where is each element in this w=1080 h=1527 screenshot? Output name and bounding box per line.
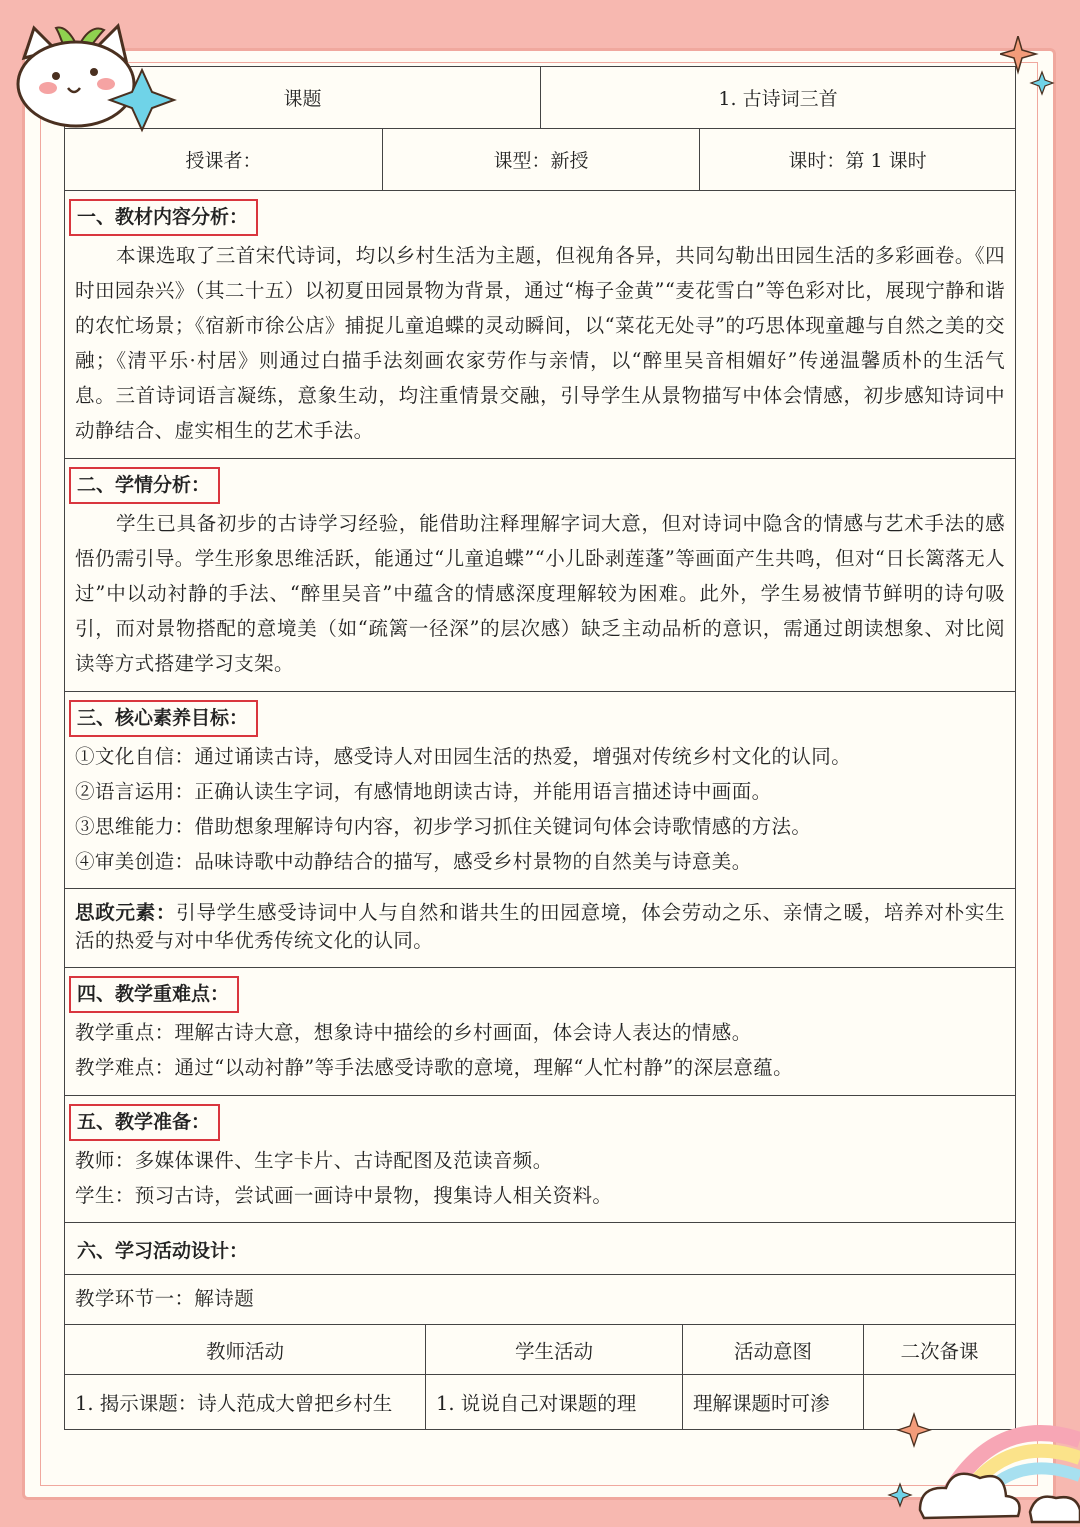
goal-item: ②语言运用：正确认读生字词，有感情地朗读古诗，并能用语言描述诗中画面。 <box>75 780 772 803</box>
topic-value: 1. 古诗词三首 <box>540 67 1015 128</box>
section-core-goals <box>65 692 1015 889</box>
section-text: 本课选取了三首宋代诗词，均以乡村生活为主题，但视角各异，共同勾勒出田园生活的多彩画卷。《四时田园杂兴》（其二十五）以初夏田园景物为背景，通过“梅子金黄”“麦花雪白”等色彩对比，展现宁静和谐的农忙场景；《宿新市徐公店》捕捉儿童追蝶的灵动瞬间，以“菜花无处寻”的巧思体现童趣与自然之美的交融；《清平乐·村居》则通过白描手法刻画农家劳作与亲情，以“醉里吴音相媚好”传递温馨质朴的生活气息。三首诗词语言凝练，意象生动，均注重情景交融，引导学生从景物描写中体会情感，初步感知诗词中动静结合、虚实相生的艺术手法。 <box>75 244 1005 442</box>
activity-table-row <box>65 1375 1015 1430</box>
section-title: 五、教学准备： <box>69 1104 220 1141</box>
teaching-step-row <box>65 1275 1015 1325</box>
goal-item: ④审美创造：品味诗歌中动静结合的描写，感受乡村景物的自然美与诗意美。 <box>75 850 752 873</box>
goal-item: ③思维能力：借助想象理解诗句内容，初步学习抓住关键词句体会诗歌情感的方法。 <box>75 815 812 838</box>
goal-item: ①文化自信：通过诵读古诗，感受诗人对田园生活的热爱，增强对传统乡村文化的认同。 <box>75 745 852 768</box>
header-teacher-activity: 教师活动 <box>205 1339 284 1363</box>
section-text: 学生已具备初步的古诗学习经验，能借助注释理解字词大意，但对诗词中隐含的情感与艺术手法的感悟仍需引导。学生形象思维活跃，能通过“儿童追蝶”“小儿卧剥莲蓬”等画面产生共鸣，但对“日长篱落无人过”中以动衬静的手法、“醉里吴音”中蕴含的情感深度理解较为困难。此外，学生易被情节鲜明的诗句吸引，而对景物搭配的意境美（如“疏篱一径深”的层次感）缺乏主动品析的意识，需通过朗读想象、对比阅读等方式搭建学习支架。 <box>75 512 1005 675</box>
header-second-prep: 二次备课 <box>863 1325 1015 1374</box>
lesson-type-cell: 课型：新授 <box>382 129 699 190</box>
topic-row <box>65 67 1015 129</box>
cat-sticker-icon <box>10 8 190 136</box>
teacher-cell: 授课者： <box>185 150 262 172</box>
section-student-analysis <box>65 459 1015 692</box>
cell-teacher-activity: 1. 揭示课题：诗人范成大曾把乡村生 <box>75 1392 393 1415</box>
section-preparation <box>65 1096 1015 1223</box>
section-title: 一、教材内容分析： <box>69 199 258 236</box>
teacher-prep: 教师：多媒体课件、生字卡片、古诗配图及范读音频。 <box>75 1149 553 1172</box>
cell-student-activity: 1. 说说自己对课题的理 <box>425 1375 682 1429</box>
ideology-text <box>75 899 1005 955</box>
section-title: 四、教学重难点： <box>69 976 239 1013</box>
difficult-point: 教学难点：通过“以动衬静”等手法感受诗歌的意境，理解“人忙村静”的深层意蕴。 <box>75 1056 794 1079</box>
key-point: 教学重点：理解古诗大意，想象诗中描绘的乡村画面，体会诗人表达的情感。 <box>75 1021 752 1044</box>
teaching-step-title: 教学环节一：解诗题 <box>75 1287 255 1310</box>
ideology-label: 思政元素： <box>75 901 177 924</box>
section-activity-design <box>65 1223 1015 1275</box>
activity-table-header <box>65 1325 1015 1375</box>
cell-activity-intent: 理解课题时可渗 <box>682 1375 863 1429</box>
period-cell: 课时：第 1 课时 <box>699 129 1015 190</box>
header-activity-intent: 活动意图 <box>682 1325 863 1374</box>
info-row <box>65 129 1015 191</box>
ideology-body: 引导学生感受诗词中人与自然和谐共生的田园意境，体会劳动之乐、亲情之暖，培养对朴实生活的热爱与对中华优秀传统文化的认同。 <box>75 901 1005 952</box>
header-student-activity: 学生活动 <box>425 1325 682 1374</box>
lesson-plan-table <box>64 66 1016 1430</box>
section-ideology <box>65 889 1015 968</box>
section-material-analysis <box>65 191 1015 459</box>
sparkle-star-icon <box>1000 36 1060 96</box>
section-title: 六、学习活动设计： <box>77 1240 249 1262</box>
section-title: 二、学情分析： <box>69 467 220 504</box>
rainbow-cloud-icon <box>880 1400 1080 1527</box>
student-prep: 学生：预习古诗，尝试画一画诗中景物，搜集诗人相关资料。 <box>75 1184 613 1207</box>
topic-label: 课题 <box>283 88 322 110</box>
section-key-difficult <box>65 968 1015 1096</box>
section-title: 三、核心素养目标： <box>69 700 258 737</box>
